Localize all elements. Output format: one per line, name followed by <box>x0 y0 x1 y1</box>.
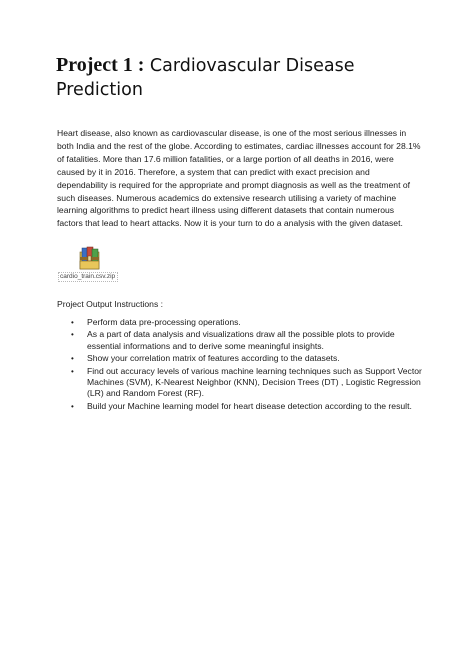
intro-paragraph: Heart disease, also known as cardiovascular disease, is one of the most serious illnesses in both India and the rest of the globe. According to estimates, cardiac illnesses account for 28.1% of fatalities. More than 17.6 million fatalities, or a large portion of all deaths in 2016, were caused by it in 2016. Therefore, a system that can predict with exact precision and dependability is required for the appropriate and prompt diagnosis as well as the treatment of such diseases. Numerous academics do extensive research utilising a variety of machine learning algorithms to predict heart illness using different datasets that contain numerous factors that lead to heart attacks. Now it is your turn to do a analysis with the given dataset. <box>57 128 421 229</box>
list-item <box>57 366 422 400</box>
bullet-icon: • <box>71 401 74 411</box>
bullet-icon: • <box>71 318 74 327</box>
bullet-icon: • <box>71 330 74 340</box>
title-prefix: Project 1 : <box>56 54 145 76</box>
instruction-text: Show your correlation matrix of features according to the datasets. <box>87 353 340 364</box>
instructions-list <box>57 317 422 413</box>
instruction-text: As a part of data analysis and visualizations draw all the possible plots to provide essential informations and to derive some meaningful insights. <box>87 329 395 351</box>
instruction-text: Find out accuracy levels of various machine learning techniques such as Support Vector Machines (SVM), K-Nearest Neighbor (KNN), Decision Trees (DT) , Logistic Regression (LR) and Random Forest (RF). <box>87 365 422 399</box>
list-item <box>57 353 422 364</box>
page-title <box>56 54 436 102</box>
instructions-heading: Project Output Instructions : <box>57 299 164 309</box>
list-item <box>57 329 422 352</box>
title-main: Cardiovascular Disease Prediction <box>56 56 355 100</box>
attachment-filename: cardio_train.csv.zip <box>58 272 118 282</box>
bullet-icon: • <box>71 354 74 364</box>
list-item <box>57 317 422 328</box>
instruction-text: Perform data pre-processing operations. <box>87 317 241 327</box>
instruction-text: Build your Machine learning model for heart disease detection according to the result. <box>87 400 412 411</box>
attachment-object[interactable] <box>58 246 118 286</box>
list-item <box>57 401 422 412</box>
archive-file-icon <box>79 246 101 272</box>
bullet-icon: • <box>71 366 74 376</box>
